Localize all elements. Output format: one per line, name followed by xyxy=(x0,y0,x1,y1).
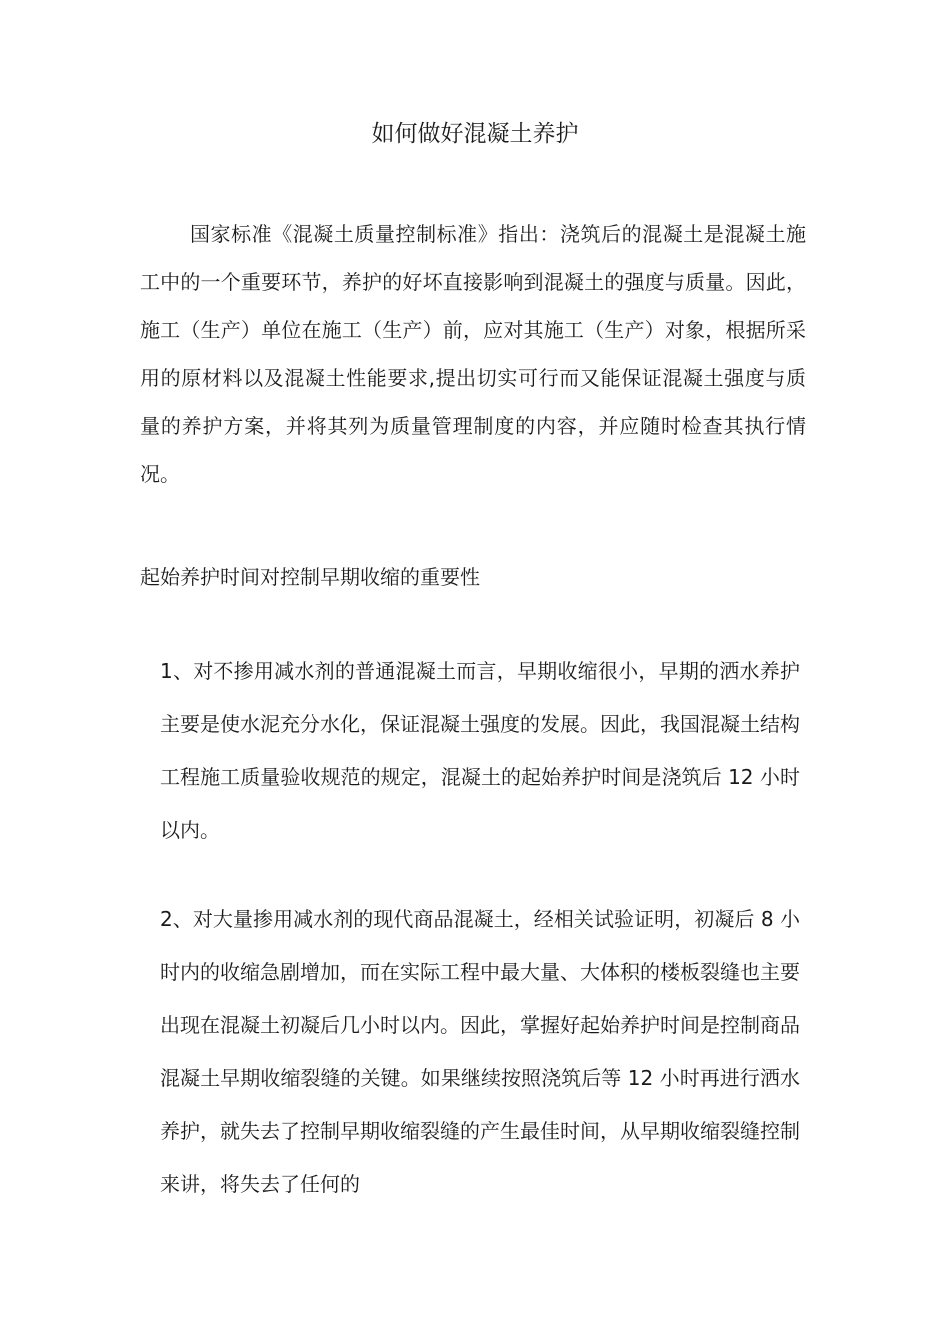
list-item: 2、对大量掺用减水剂的现代商品混凝土，经相关试验证明，初凝后 8 小时内的收缩急剧增加，而在实际工程中最大量、大体积的楼板裂缝也主要出现在混凝土初凝后几小时以内。因此，掌握好起始养护时间是控制商品混凝土早期收缩裂缝的关键。如果继续按照浇筑后等 12 小时再进行洒水养护，就失去了控制早期收缩裂缝的产生最佳时间，从早期收缩裂缝控制来讲，将失去了任何的 xyxy=(160,907,800,1196)
list-item: 1、对不掺用减水剂的普通混凝土而言，早期收缩很小，早期的洒水养护主要是使水泥充分水化，保证混凝土强度的发展。因此，我国混凝土结构工程施工质量验收规范的规定，混凝土的起始养护时间是浇筑后 12 小时以内。 xyxy=(160,659,800,842)
intro-paragraph: 国家标准《混凝土质量控制标准》指出：浇筑后的混凝土是混凝土施工中的一个重要环节，养护的好坏直接影响到混凝土的强度与质量。因此，施工（生产）单位在施工（生产）前，应对其施工（生产）对象，根据所采用的原材料以及混凝土性能要求,提出切实可行而又能保证混凝土强度与质量的养护方案，并将其列为质量管理制度的内容，并应随时检查其执行情况。 xyxy=(140,222,806,486)
section-heading: 起始养护时间对控制早期收缩的重要性 xyxy=(140,565,480,589)
document-title: 如何做好混凝土养护 xyxy=(371,121,579,147)
